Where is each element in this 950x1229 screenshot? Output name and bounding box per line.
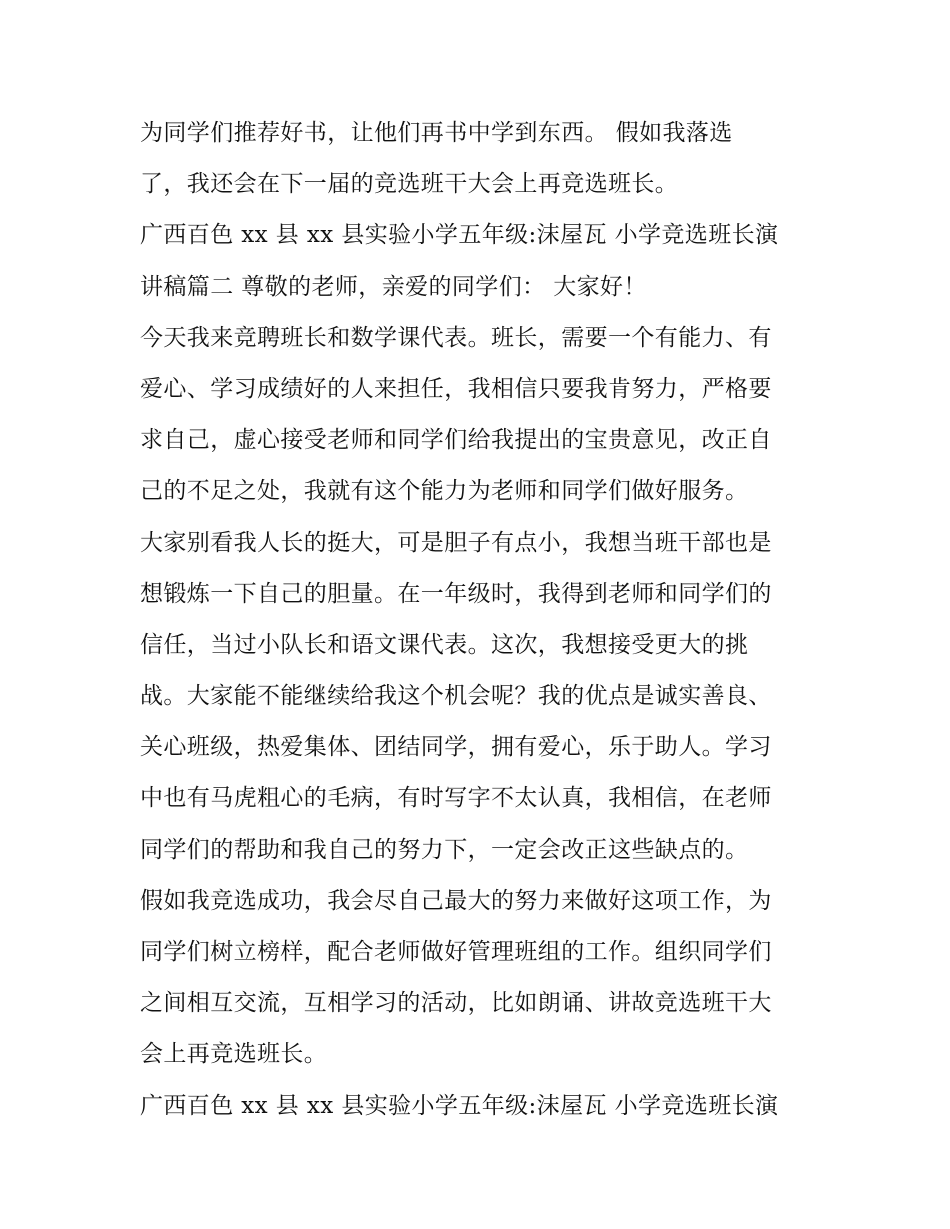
document-body xyxy=(140,108,820,1132)
text-line: 爱心、学习成绩好的人来担任，我相信只要我肯努力，严格要 xyxy=(140,375,772,402)
text-line: 之间相互交流，互相学习的活动，比如朗诵、讲故竞选班干大 xyxy=(140,990,772,1017)
text-line: 了，我还会在下一届的竞选班干大会上再竞选班长。 xyxy=(140,171,679,198)
text-line: 己的不足之处，我就有这个能力为老师和同学们做好服务。 xyxy=(140,478,749,505)
text-line: 同学们的帮助和我自己的努力下，一定会改正这些缺点的。 xyxy=(140,836,749,863)
text-line: 战。大家能不能继续给我这个机会呢？我的优点是诚实善良、 xyxy=(140,683,772,710)
text-line: 广西百色 xx 县 xx 县实验小学五年级:沫屋瓦 小学竞选班长演 xyxy=(140,1092,779,1119)
text-line: 信任，当过小队长和语文课代表。这次，我想接受更大的挑 xyxy=(140,631,749,658)
text-line: 假如我竞选成功，我会尽自己最大的努力来做好这项工作，为 xyxy=(140,887,772,914)
text-line: 中也有马虎粗心的毛病，有时写字不太认真，我相信，在老师 xyxy=(140,785,772,812)
text-line: 求自己，虚心接受老师和同学们给我提出的宝贵意见，改正自 xyxy=(140,427,772,454)
text-line: 会上再竞选班长。 xyxy=(140,1041,328,1068)
text-line: 大家别看我人长的挺大，可是胆子有点小，我想当班干部也是 xyxy=(140,529,772,556)
text-line: 广西百色 xx 县 xx 县实验小学五年级:沫屋瓦 小学竞选班长演 xyxy=(140,222,779,249)
text-line: 今天我来竞聘班长和数学课代表。班长，需要一个有能力、有 xyxy=(140,324,772,351)
text-line: 为同学们推荐好书，让他们再书中学到东西。 假如我落选 xyxy=(140,120,733,146)
text-line: 讲稿篇二 尊敬的老师，亲爱的同学们： 大家好！ xyxy=(140,273,647,300)
text-line: 想锻炼一下自己的胆量。在一年级时，我得到老师和同学们的 xyxy=(140,580,772,607)
text-line: 关心班级，热爱集体、团结同学，拥有爱心，乐于助人。学习 xyxy=(140,734,772,761)
text-line: 同学们树立榜样，配合老师做好管理班组的工作。组织同学们 xyxy=(140,939,772,965)
